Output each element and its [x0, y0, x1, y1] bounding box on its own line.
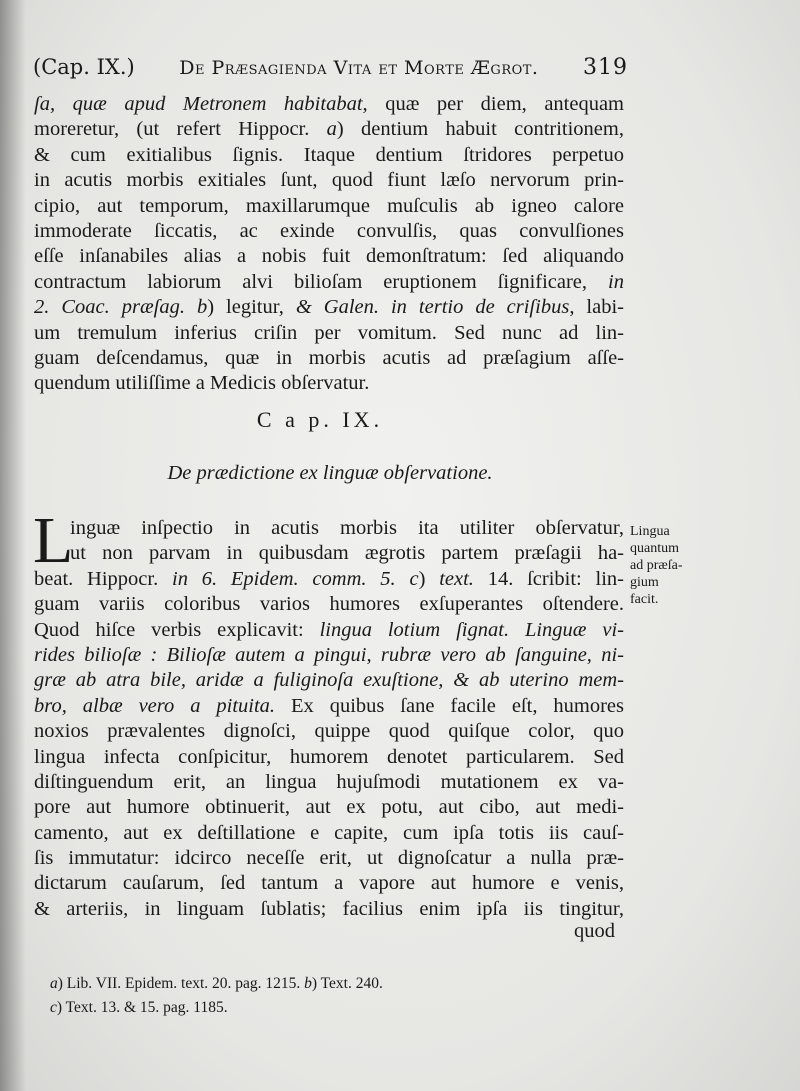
text-run: in 6. Epidem. comm. 5. c: [172, 567, 419, 590]
text-run: guam variis coloribus varios humores exſuperantes oſtendere.: [34, 593, 624, 616]
text-run: in acutis morbis exitiales ſunt, quod fiunt læſo nervorum prin-: [34, 169, 624, 192]
text-run: b: [304, 975, 312, 992]
text-run: ) legitur,: [207, 296, 296, 319]
text-run: quendum utiliſſime a Medicis obſervatur.: [34, 372, 370, 395]
chapter-subtitle: De prædictione ex linguæ obſervatione.: [167, 462, 493, 484]
text-line: [34, 897, 624, 922]
text-run: ): [418, 567, 440, 590]
text-run: dictarum cauſarum, ſed tantum a vapore aut humore e venis,: [34, 872, 624, 895]
text-run: guam deſcendamus, quæ in morbis acutis ad præſagium aſſe-: [34, 346, 624, 369]
running-head-title: De Præsagienda Vita et Morte Ægrot.: [179, 57, 539, 79]
text-run: noxios prævalentes dignoſci, quippe quod quiſque color, quo: [34, 720, 624, 743]
text-run: beat. Hippocr.: [34, 567, 173, 590]
text-line: [34, 821, 624, 846]
text-line: [34, 643, 624, 668]
text-line: [34, 592, 624, 617]
text-run: lingua infecta conſpicitur, humorem denotet particularem. Sed: [34, 745, 624, 768]
text-line: [34, 92, 624, 117]
text-run: ) Text. 13. & 15. pag. 1185.: [56, 999, 228, 1016]
text-line: [34, 694, 624, 719]
text-line: [34, 719, 624, 744]
text-line: [34, 346, 624, 371]
text-run: ) Lib. VII. Epidem. text. 20. pag. 1215.: [57, 975, 305, 992]
footnote: [50, 972, 590, 996]
text-run: um tremulum inferius criſin per vomitum. Sed nunc ad lin-: [34, 321, 624, 344]
text-run: & cum exitialibus ſignis. Itaque dentium ſtridores perpetuo: [34, 143, 624, 166]
text-line: [34, 516, 624, 541]
text-run: immoderate ſiccatis, ac exinde convulſis, quas convulſiones: [34, 219, 624, 242]
text-line: [34, 541, 624, 566]
top-paragraph: [34, 92, 624, 397]
catchword: quod: [574, 920, 615, 942]
text-line: [34, 846, 624, 871]
text-line: [34, 295, 624, 320]
text-run: Quod hiſce verbis explicavit:: [34, 618, 320, 641]
text-line: [34, 244, 624, 269]
text-line: [34, 770, 624, 795]
text-run: inguæ inſpectio in acutis morbis ita utiliter obſervatur,: [70, 517, 624, 539]
text-line: [34, 143, 624, 168]
text-run: ) Text. 240.: [311, 975, 383, 992]
text-run: ut non parvam in quibusdam ægrotis partem præſagii ha-: [70, 542, 624, 565]
text-run: lingua lotium ſignat. Linguæ vi-: [319, 618, 624, 641]
text-run: moreretur, (ut refert Hippocr.: [34, 118, 327, 141]
text-run: 2. Coac. præſag. b: [34, 296, 208, 319]
text-line: [34, 795, 624, 820]
text-run: text.: [439, 567, 474, 590]
binding-shadow: [0, 0, 26, 1091]
text-run: ſa, quæ apud Metronem habitabat,: [34, 93, 368, 115]
text-run: & Galen. in tertio de criſibus: [295, 296, 570, 319]
text-run: a: [326, 118, 337, 141]
text-line: [34, 567, 624, 592]
marginal-note-line: ad præſa-: [630, 558, 683, 573]
text-run: Ex quibus ſane facile eſt, humores: [275, 694, 624, 717]
text-run: c: [50, 999, 57, 1016]
text-run: græ ab atra bile, aridæ a fuliginoſa exuſtione, & ab uterino mem-: [34, 669, 624, 692]
text-line: [34, 618, 624, 643]
text-line: [34, 219, 624, 244]
text-run: ) dentium habuit contritionem,: [336, 118, 624, 141]
text-line: [34, 168, 624, 193]
text-line: [34, 117, 624, 142]
text-run: & arteriis, in linguam ſublatis; facilius enim ipſa iis tingitur,: [34, 897, 624, 920]
text-line: [34, 371, 624, 396]
marginal-note-line: Lingua: [630, 524, 670, 539]
text-line: [34, 270, 624, 295]
text-line: [34, 668, 624, 693]
text-run: in: [608, 270, 624, 293]
marginal-note-line: facit.: [630, 592, 659, 607]
text-run: cipio, aut temporum, maxillarumque muſculis ab igneo calore: [34, 194, 624, 217]
text-run: contractum labiorum alvi bilioſam eruptionem ſignificare,: [34, 270, 609, 293]
text-run: bro, albæ vero a pituita.: [34, 694, 276, 717]
text-run: rides bilioſæ : Bilioſæ autem a pingui, rubræ vero ab ſanguine, ni-: [34, 643, 624, 666]
text-run: a: [50, 975, 58, 992]
text-run: eſſe inſanabiles alias a nobis fuit demonſtratum: ſed aliquando: [34, 245, 624, 268]
marginal-note: [630, 523, 710, 608]
text-run: , labi-: [569, 296, 624, 319]
running-head: [33, 55, 628, 80]
footnote: [50, 996, 590, 1020]
text-run: pore aut humore obtinuerit, aut ex potu, aut cibo, aut medi-: [34, 796, 624, 819]
drop-cap: L: [33, 504, 74, 577]
marginal-note-line: quantum: [630, 541, 679, 556]
text-line: [34, 194, 624, 219]
running-head-chapter: (Cap. IX.): [33, 55, 135, 79]
text-run: ſis immutatur: idcirco neceſſe erit, ut dignoſcatur a nulla præ-: [34, 847, 624, 870]
page-number: 319: [583, 55, 628, 80]
footnotes: [50, 972, 590, 1020]
text-line: [34, 871, 624, 896]
chapter-heading: C a p. IX.: [256, 407, 384, 432]
text-line: [34, 321, 624, 346]
text-run: 14. ſcribit: lin-: [473, 567, 624, 590]
text-run: diſtinguendum erit, an lingua hujuſmodi mutationem ex va-: [34, 770, 624, 793]
text-run: camento, aut ex deſtillatione e capite, cum ipſa totis iis cauſ-: [34, 821, 624, 844]
text-run: quæ per diem, antequam: [367, 93, 624, 115]
text-line: [34, 745, 624, 770]
body-paragraph: [34, 516, 624, 922]
marginal-note-line: gium: [630, 575, 659, 590]
